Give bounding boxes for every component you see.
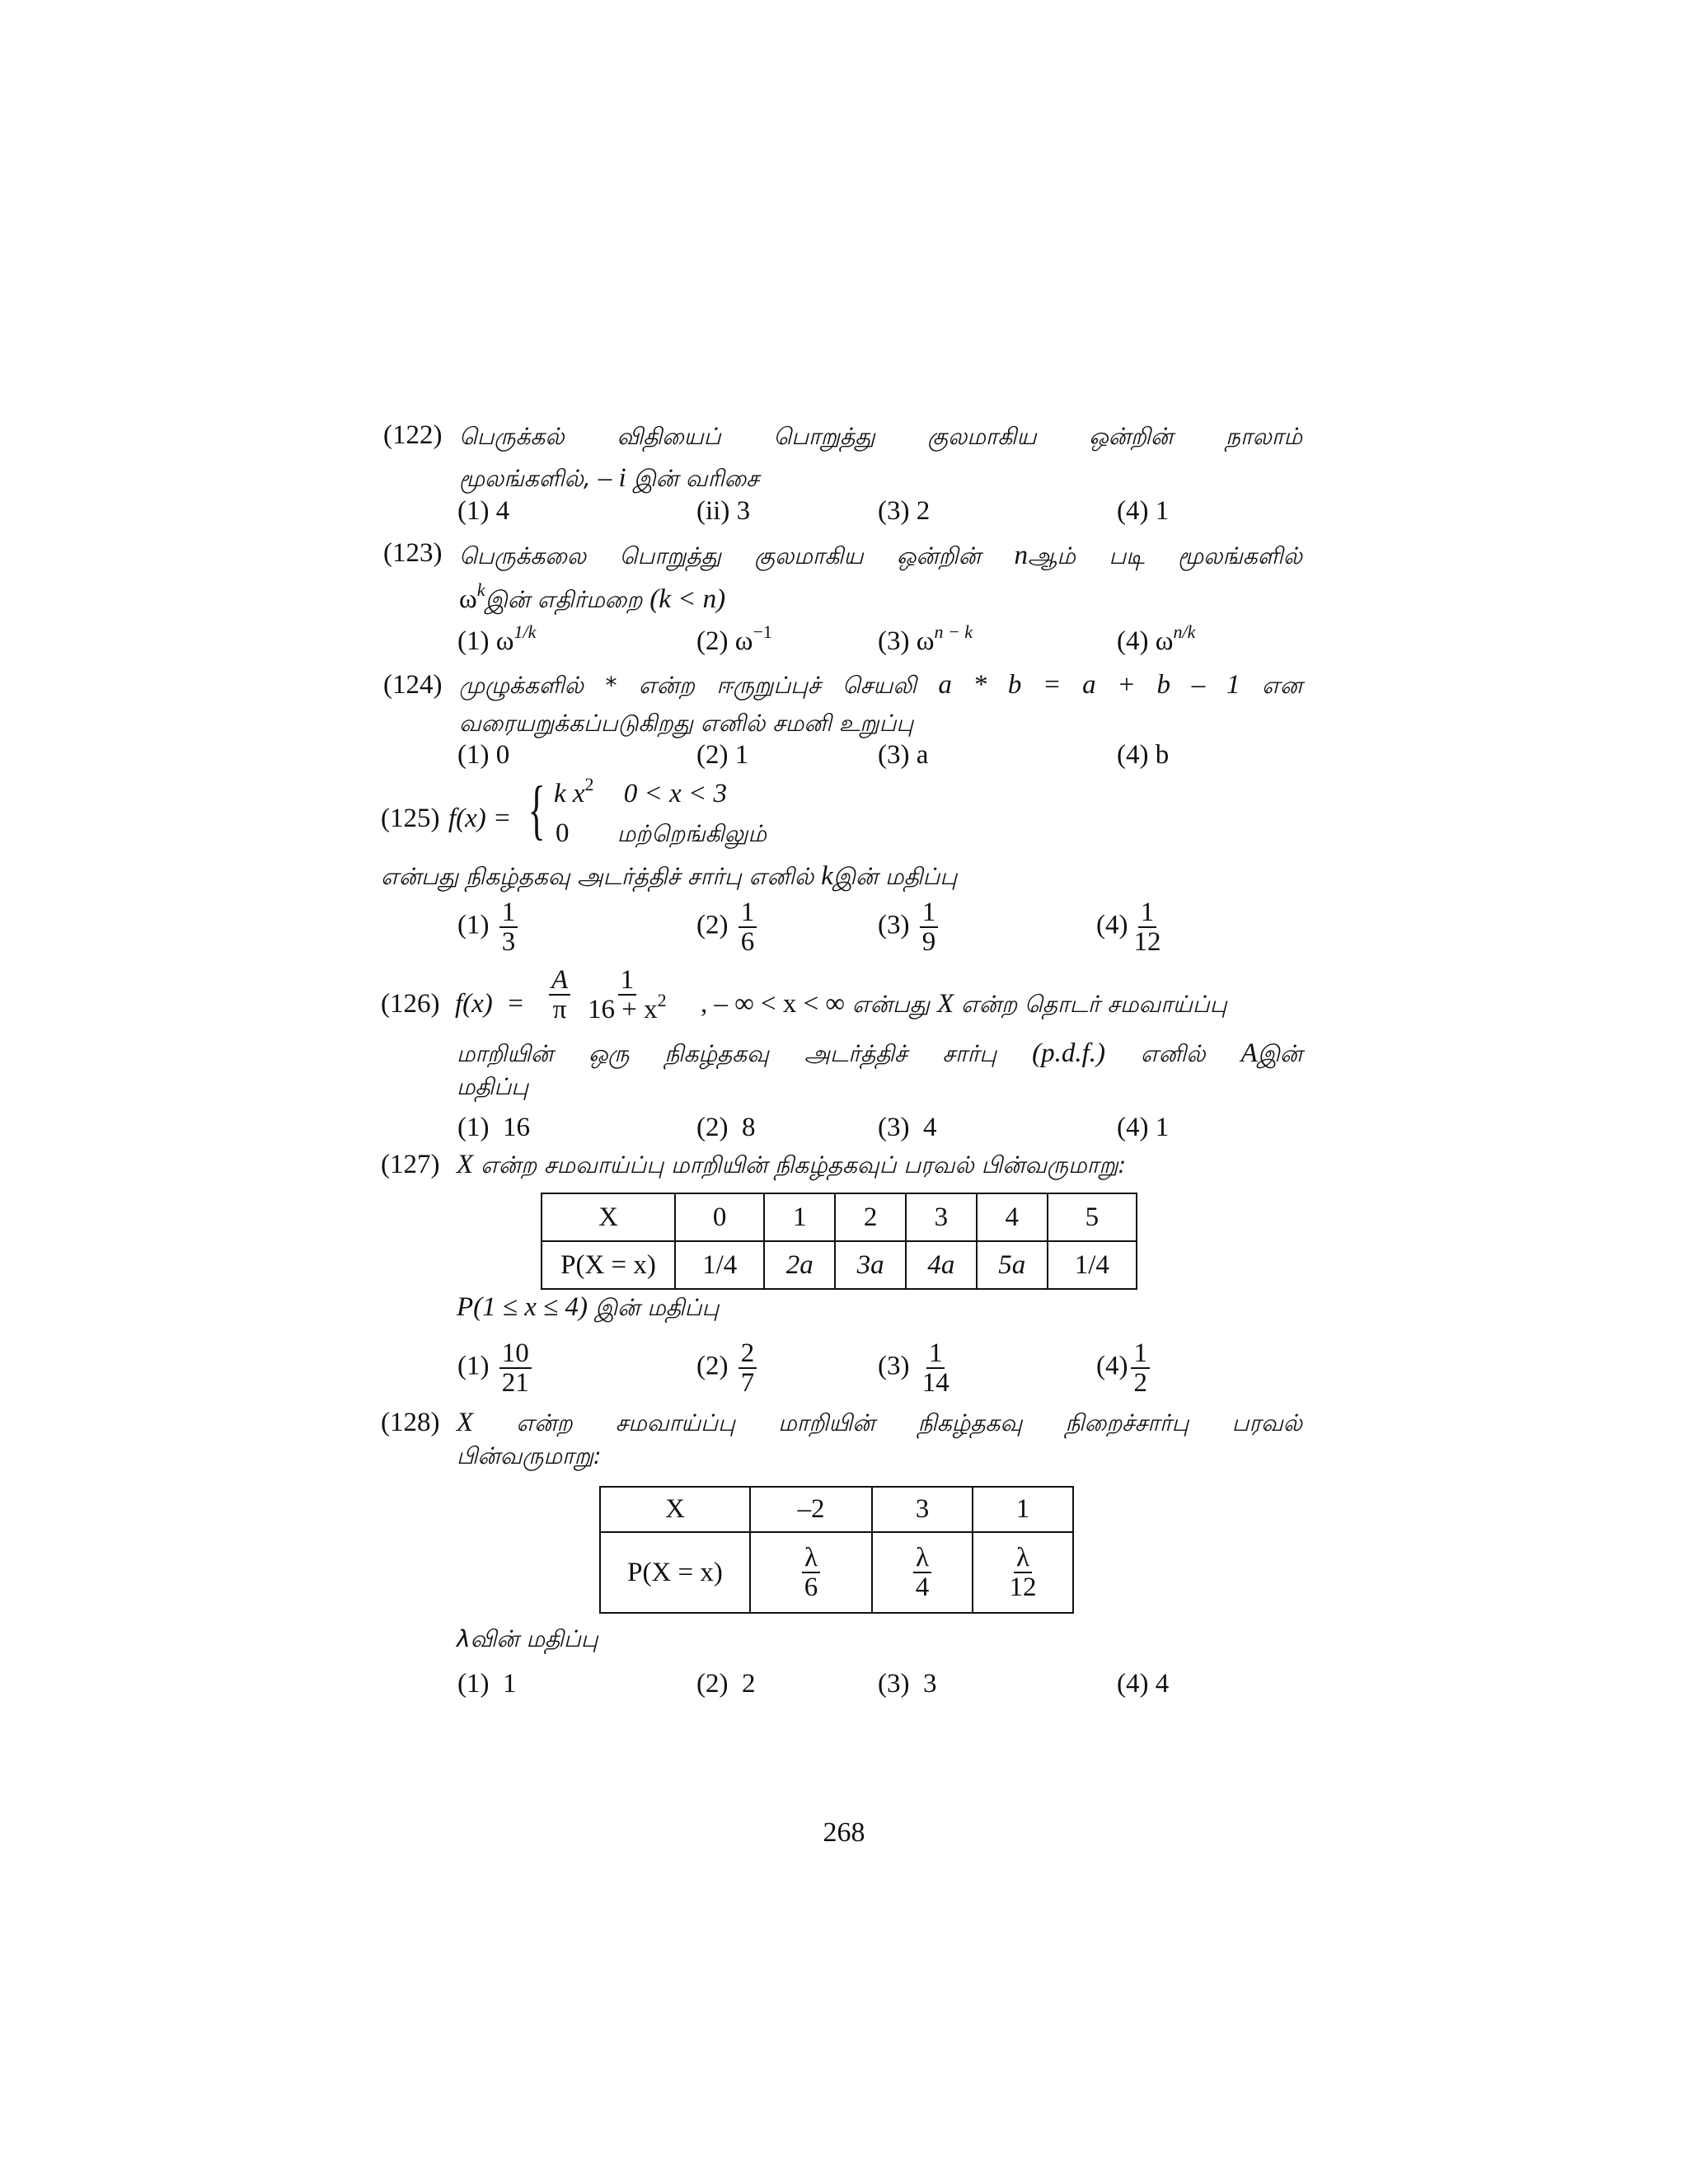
option[interactable]: (4) 1 (1117, 496, 1170, 526)
table-row (600, 1487, 1073, 1532)
table-cell: 2 (835, 1193, 906, 1241)
question-128 (381, 1408, 1302, 1490)
table-cell: 5a (977, 1241, 1048, 1289)
option[interactable]: (4) $\frac{1}{12}$ (1096, 898, 1161, 957)
table-cell: –2 (750, 1487, 872, 1532)
option[interactable]: (2) $\omega^{-1}$ (696, 621, 772, 656)
option[interactable]: (1) $\omega^{1/k}$ (457, 621, 537, 656)
option[interactable]: (3) 2 (878, 496, 931, 526)
question-text: என்பது நிகழ்தகவு அடர்த்திச் சார்பு எனில் kஇன் மதிப்பு (381, 861, 958, 891)
table-cell: 3 (872, 1487, 973, 1532)
table-row (600, 1532, 1073, 1613)
options-125 (457, 898, 1282, 960)
table-cell: 1 (973, 1487, 1073, 1532)
table-cell: 5 (1048, 1193, 1137, 1241)
table-row (542, 1241, 1137, 1289)
option[interactable]: (1) 16 (457, 1113, 530, 1142)
table-cell: 0 (675, 1193, 764, 1241)
option[interactable]: (4) 4 (1117, 1669, 1170, 1699)
probability-table-128 (599, 1486, 1074, 1614)
option[interactable]: (4) $\frac{1}{2}$ (1096, 1339, 1153, 1397)
question-123 (383, 534, 1302, 616)
options-128 (457, 1669, 1282, 1710)
question-124 (383, 666, 1302, 748)
option[interactable]: (3) 3 (878, 1669, 937, 1699)
question-text-line2: பின்வருமாறு: (457, 1442, 602, 1469)
table-cell: P(X = x) (600, 1532, 750, 1613)
option[interactable]: (ii) 3 (696, 496, 751, 526)
option[interactable]: (2) $\frac{2}{7}$ (696, 1339, 760, 1397)
table-row (542, 1193, 1137, 1241)
question-128-prompt: λவின் மதிப்பு (457, 1625, 598, 1652)
table-cell: 1/4 (1048, 1241, 1137, 1289)
question-text-line2: மாறியின் ஒரு நிகழ்தகவு அடர்த்திச் சார்பு (p.d.f.) எனில் Aஇன் (457, 1038, 1302, 1068)
option[interactable]: (3) $\frac{1}{14}$ (878, 1338, 950, 1398)
option[interactable]: (1) $\frac{1}{3}$ (457, 898, 521, 956)
function-label: f(x) = (448, 804, 512, 833)
case-2: 0 மற்றெங்கிலும் (556, 818, 767, 848)
table-cell: $\frac{\lambda}{12}$ (973, 1532, 1073, 1613)
table-cell: P(X = x) (542, 1241, 675, 1289)
option[interactable]: (1) $\frac{10}{21}$ (457, 1339, 535, 1397)
question-number: (126) (381, 989, 440, 1019)
option[interactable]: (4) $\omega^{n/k}$ (1117, 621, 1196, 656)
fraction-a-pi: $\frac{A}{\pi}$ (549, 966, 570, 1024)
option[interactable]: (3) 4 (878, 1113, 937, 1142)
question-125 (381, 774, 1304, 902)
option[interactable]: (2) $\frac{1}{6}$ (696, 898, 760, 956)
table-cell: 3a (835, 1241, 906, 1289)
option[interactable]: (3) $\frac{1}{9}$ (878, 898, 941, 956)
options-123 (457, 621, 1282, 668)
question-number: (124) (383, 670, 443, 700)
option[interactable]: (3) $\omega^{n - k}$ (878, 621, 973, 656)
case-1: k $x^2$ 0 < x < 3 (554, 774, 727, 808)
option[interactable]: (4) 1 (1117, 1113, 1170, 1142)
question-126 (381, 966, 1302, 1122)
options-124 (457, 740, 1282, 781)
page-number: 268 (823, 1817, 865, 1848)
options-122 (457, 496, 1282, 537)
question-122 (383, 416, 1302, 499)
question-text: முழுக்களில் * என்ற ஈருறுப்புச் செயலி a * b = a + b – 1 என வரையறுக்கப்படுகிறது எனில் சமனி உறுப்பு (459, 670, 1302, 737)
question-text-line1: , – ∞ < x < ∞ என்பது X என்ற தொடர் சமவாய்ப்பு (701, 989, 1227, 1019)
option[interactable]: (1) 1 (457, 1669, 517, 1699)
table-cell: X (542, 1193, 675, 1241)
table-cell: $\frac{\lambda}{4}$ (872, 1532, 973, 1613)
probability-table-127 (541, 1193, 1137, 1290)
option[interactable]: (2) 2 (696, 1669, 756, 1699)
question-text: பெருக்கல் விதியைப் பொறுத்து குலமாகிய ஒன்றின் நாலாம் மூலங்களில், – i இன் வரிசை (459, 423, 1302, 493)
question-127-prompt: P(1 ≤ x ≤ 4) இன் மதிப்பு (457, 1292, 720, 1322)
options-127 (457, 1339, 1282, 1401)
question-number: (122) (383, 420, 443, 450)
option[interactable]: (1) 0 (457, 740, 510, 770)
table-cell: 1/4 (675, 1241, 764, 1289)
table-cell: 3 (906, 1193, 977, 1241)
option[interactable]: (3) a (878, 740, 929, 770)
question-number: (123) (383, 538, 443, 568)
table-cell: 4 (977, 1193, 1048, 1241)
table-cell: 2a (764, 1241, 835, 1289)
option[interactable]: (2) 8 (696, 1113, 756, 1142)
table-cell: 1 (764, 1193, 835, 1241)
question-number: (128) (381, 1408, 440, 1437)
left-brace: { (528, 774, 546, 846)
question-number: (125) (381, 804, 440, 833)
option[interactable]: (1) 4 (457, 496, 510, 526)
question-127 (381, 1150, 1304, 1191)
question-number: (127) (381, 1150, 440, 1179)
option[interactable]: (4) b (1117, 740, 1170, 770)
question-text-line3: மதிப்பு (457, 1073, 529, 1100)
function-label: f(x) = (455, 989, 525, 1019)
fraction-one-over: $\frac{1}{16 + x^2}$ (588, 965, 667, 1024)
question-text: X என்ற சமவாய்ப்பு மாறியின் நிகழ்தகவுப் பரவல் பின்வருமாறு: (457, 1150, 1127, 1179)
table-cell: X (600, 1487, 750, 1532)
table-cell: $\frac{\lambda}{6}$ (750, 1532, 872, 1613)
question-text: பெருக்கலை பொறுத்து குலமாகிய ஒன்றின் nஆம் படி மூலங்களில் $\omega^kஇன்$ எதிர்மறை (k < n) (459, 541, 1302, 614)
question-text-line1: X என்ற சமவாய்ப்பு மாறியின் நிகழ்தகவு நிறைச்சார்பு பரவல் (457, 1408, 1302, 1437)
option[interactable]: (2) 1 (696, 740, 749, 770)
table-cell: 4a (906, 1241, 977, 1289)
options-126 (457, 1113, 1282, 1154)
